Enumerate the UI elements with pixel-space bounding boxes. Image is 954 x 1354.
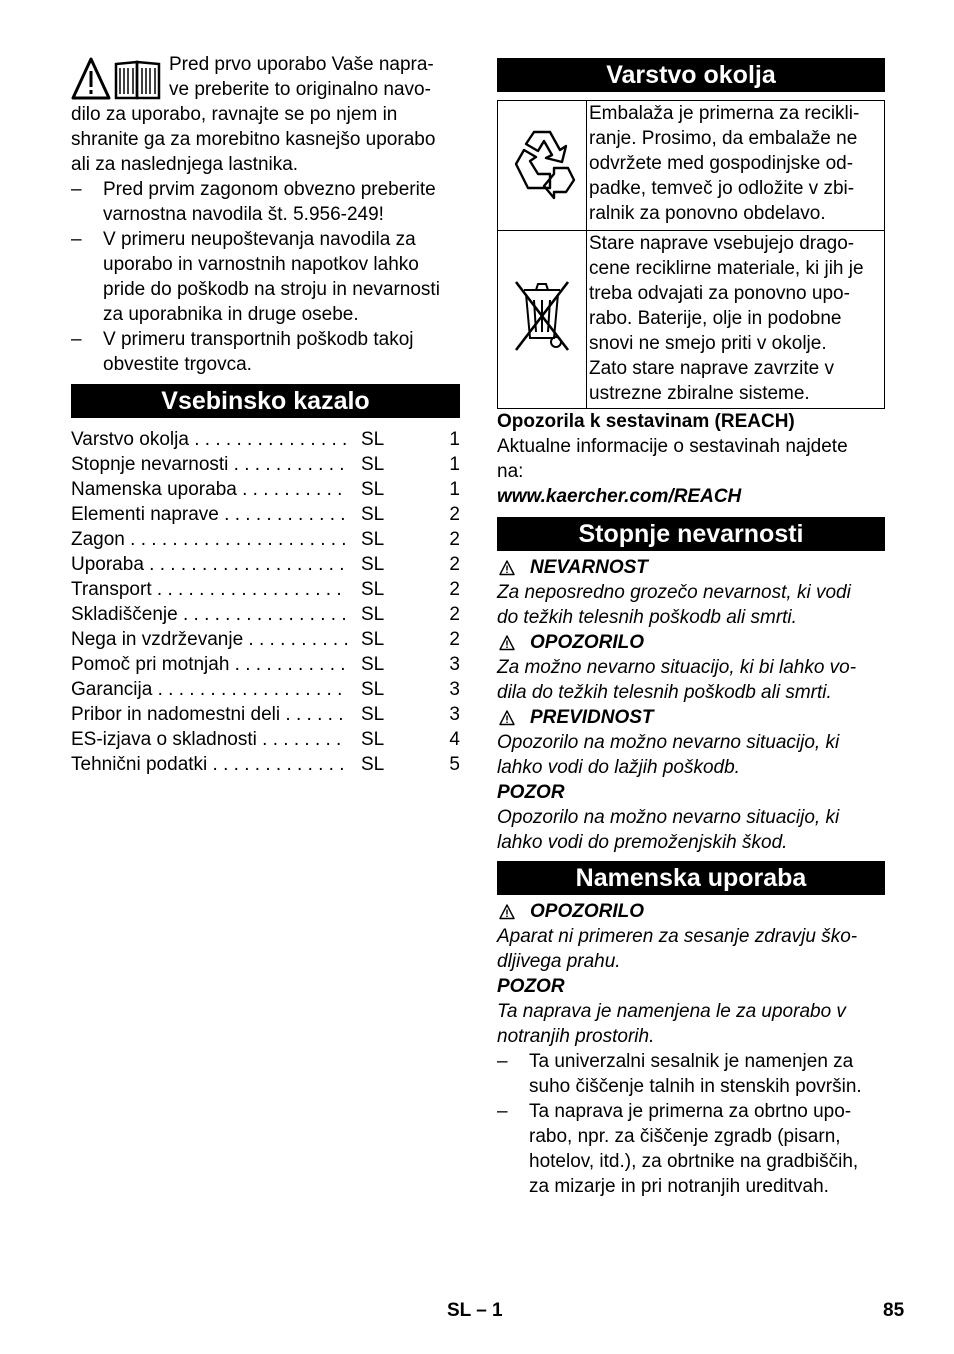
toc-page-number: 3 [449, 679, 460, 700]
toc-lang: SL [361, 654, 385, 675]
toc-title: Uporaba . . . [71, 552, 348, 577]
toc-row [71, 602, 460, 627]
table-row [498, 101, 885, 231]
recycling-text [589, 101, 884, 226]
toc-title: Tehnični podatki . . . [71, 752, 348, 777]
toc-page-number: 2 [449, 504, 460, 525]
text-line: notranjih prostorih. [497, 1026, 655, 1047]
toc-title: Nega in vzdrževanje . . . [71, 627, 348, 652]
text-line: Pred prvim zagonom obvezno preberite [103, 179, 436, 200]
text-line: Za neposredno grozečo nevarnost, ki vodi [497, 582, 851, 603]
text-line: obvestite trgovca. [103, 354, 252, 375]
text-line: V primeru transportnih poškodb takoj [103, 329, 414, 350]
text-line: lahko vodi do premoženjskih škod. [497, 832, 788, 853]
list-item [71, 177, 460, 227]
toc-page-number: 2 [449, 554, 460, 575]
toc-page-number: 2 [449, 604, 460, 625]
toc-row [71, 702, 460, 727]
toc-page-number: 2 [449, 529, 460, 550]
warning-label [497, 630, 885, 655]
toc-row [71, 477, 460, 502]
toc-page-number: 2 [449, 629, 460, 650]
text-line: Opozorilo na možno nevarno situacijo, ki [497, 807, 840, 828]
text-line: do težkih telesnih poškodb ali smrti. [497, 607, 797, 628]
text-line: ve preberite to originalno navo- [169, 79, 431, 100]
toc-lang: SL [361, 604, 385, 625]
hazard-heading: Stopnje nevarnosti [497, 517, 885, 551]
crossed-bin-icon [510, 276, 574, 356]
environment-heading: Varstvo okolja [497, 58, 885, 92]
text-line: ralnik za ponovno obdelavo. [589, 203, 826, 224]
toc-row [71, 552, 460, 577]
dash-marker: – [497, 1101, 508, 1122]
text-line: padke, temveč jo odložite v zbi- [589, 178, 855, 199]
toc-page-number: 4 [449, 729, 460, 750]
toc-row [71, 577, 460, 602]
recycling-icon [504, 124, 580, 200]
warning-label-text: NEVARNOST [530, 557, 648, 578]
reach-url-link[interactable]: www.kaercher.com/REACH [497, 486, 742, 507]
text-line: rabo, npr. za čiščenje zgradb (pisarn, [529, 1126, 841, 1147]
toc-lang: SL [361, 429, 385, 450]
toc-row [71, 452, 460, 477]
toc-page-number: 1 [449, 429, 460, 450]
footer-page-number: 85 [883, 1300, 905, 1321]
toc-row [71, 627, 460, 652]
text-line: hotelov, itd.), za obrtnike na gradbiščih, [529, 1151, 859, 1172]
toc-lang: SL [361, 579, 385, 600]
text-line: Opozorilo na možno nevarno situacijo, ki [497, 732, 840, 753]
list-item [71, 227, 460, 327]
warning-triangle-icon [499, 710, 515, 726]
toc-title: Pomoč pri motnjah . . . [71, 652, 348, 677]
text-line: Zato stare naprave zavrzite v [589, 358, 834, 379]
dash-marker: – [497, 1051, 508, 1072]
toc-row [71, 677, 460, 702]
list-item [497, 1099, 885, 1199]
text-line: ustrezne zbiralne sisteme. [589, 383, 810, 404]
dash-marker: – [71, 329, 82, 350]
text-line: rabo. Baterije, olje in podobne [589, 308, 842, 329]
reach-title: Opozorila k sestavinam (REACH) [497, 411, 795, 432]
text-line: Ta naprava je primerna za obrtno upo- [529, 1101, 852, 1122]
toc-row [71, 652, 460, 677]
warning-label-text: OPOZORILO [530, 901, 644, 922]
toc-lang: SL [361, 479, 385, 500]
toc-title: Skladiščenje . . . [71, 602, 348, 627]
toc-title: Elementi naprave . . . [71, 502, 348, 527]
table-row [498, 231, 885, 409]
warning-label [497, 705, 885, 730]
text-line: Stare naprave vsebujejo drago- [589, 233, 855, 254]
warning-label-text: POZOR [497, 976, 565, 997]
reach-text [497, 434, 885, 484]
toc-page-number: 3 [449, 654, 460, 675]
warning-label [497, 974, 885, 999]
toc-row [71, 527, 460, 552]
warning-label-text: POZOR [497, 782, 565, 803]
toc-page-number: 2 [449, 579, 460, 600]
toc-lang: SL [361, 704, 385, 725]
disposal-text [589, 231, 884, 406]
toc-title: Varstvo okolja . . . [71, 427, 348, 452]
list-item [71, 327, 460, 377]
toc-page-number: 5 [449, 754, 460, 775]
footer-section-page: SL – 1 [447, 1300, 503, 1321]
toc-page-number: 1 [449, 479, 460, 500]
toc-lang: SL [361, 729, 385, 750]
toc-title: Pribor in nadomestni deli . . . [71, 702, 348, 727]
intro-bullet-list [71, 177, 460, 377]
environment-table [497, 100, 885, 409]
text-line: dilo za uporabo, ravnajte se po njem in [71, 104, 398, 125]
warning-label-text: OPOZORILO [530, 632, 644, 653]
toc-page-number: 3 [449, 704, 460, 725]
warning-label-text: PREVIDNOST [530, 707, 654, 728]
text-line: cene reciklirne materiale, ki jih je [589, 258, 864, 279]
list-item [497, 1049, 885, 1099]
toc-title: Transport . . . [71, 577, 348, 602]
text-line: Ta univerzalni sesalnik je namenjen za [529, 1051, 854, 1072]
toc-lang: SL [361, 679, 385, 700]
text-line: za mizarje in pri notranjih ureditvah. [529, 1176, 829, 1197]
toc-lang: SL [361, 504, 385, 525]
text-line: Ta naprava je namenjena le za uporabo v [497, 1001, 846, 1022]
text-line: dljivega prahu. [497, 951, 621, 972]
right-column [497, 58, 885, 1199]
toc-title: Garancija . . . [71, 677, 348, 702]
warning-label [497, 899, 885, 924]
warning-triangle-icon [499, 635, 515, 651]
toc-lang: SL [361, 754, 385, 775]
text-line: suho čiščenje talnih in stenskih površin. [529, 1076, 862, 1097]
text-line: pride do poškodb na stroju in nevarnosti [103, 279, 440, 300]
text-line: Za možno nevarno situacijo, ki bi lahko vo- [497, 657, 857, 678]
text-line: snovi ne smejo priti v okolje. [589, 333, 827, 354]
toc-title: ES-izjava o skladnosti . . . [71, 727, 348, 752]
text-line: V primeru neupoštevanja navodila za [103, 229, 416, 250]
left-column [71, 52, 460, 777]
text-line: na: [497, 461, 524, 482]
toc-row [71, 752, 460, 777]
toc-lang: SL [361, 454, 385, 475]
hazard-levels [497, 555, 885, 855]
text-line: Aktualne informacije o sestavinah najdete [497, 436, 848, 457]
text-line: treba odvajati za ponovno upo- [589, 283, 850, 304]
toc-page-number: 1 [449, 454, 460, 475]
warning-triangle-icon [499, 560, 515, 576]
toc-title: Zagon . . . [71, 527, 348, 552]
text-line: ali za naslednjega lastnika. [71, 154, 299, 175]
text-line: dila do težkih telesnih poškodb ali smrti. [497, 682, 832, 703]
text-line: uporabo in varnostnih napotkov lahko [103, 254, 419, 275]
intended-use-bullet-list [497, 1049, 885, 1199]
text-line: odvržete med gospodinjske od- [589, 153, 854, 174]
intro-section [71, 52, 460, 377]
toc-heading: Vsebinsko kazalo [71, 384, 460, 418]
toc-title: Namenska uporaba . . . [71, 477, 348, 502]
toc-row [71, 727, 460, 752]
toc-row [71, 427, 460, 452]
text-line: Embalaža je primerna za recikli- [589, 103, 860, 124]
toc-lang: SL [361, 554, 385, 575]
intended-use-warnings [497, 899, 885, 1049]
text-line: varnostna navodila št. 5.956-249! [103, 204, 384, 225]
warning-label [497, 555, 885, 580]
toc-lang: SL [361, 529, 385, 550]
warning-manual-icon [71, 56, 163, 102]
dash-marker: – [71, 179, 82, 200]
text-line: shranite ga za morebitno kasnejšo uporabo [71, 129, 436, 150]
table-of-contents [71, 427, 460, 777]
text-line: Pred prvo uporabo Vaše napra- [169, 54, 434, 75]
toc-row [71, 502, 460, 527]
intended-use-heading: Namenska uporaba [497, 861, 885, 895]
toc-title: Stopnje nevarnosti . . . [71, 452, 348, 477]
text-line: lahko vodi do lažjih poškodb. [497, 757, 740, 778]
toc-lang: SL [361, 629, 385, 650]
text-line: Aparat ni primeren za sesanje zdravju ško- [497, 926, 858, 947]
warning-triangle-icon [499, 904, 515, 920]
text-line: za uporabnika in druge osebe. [103, 304, 359, 325]
text-line: ranje. Prosimo, da embalaže ne [589, 128, 858, 149]
warning-label [497, 780, 885, 805]
dash-marker: – [71, 229, 82, 250]
